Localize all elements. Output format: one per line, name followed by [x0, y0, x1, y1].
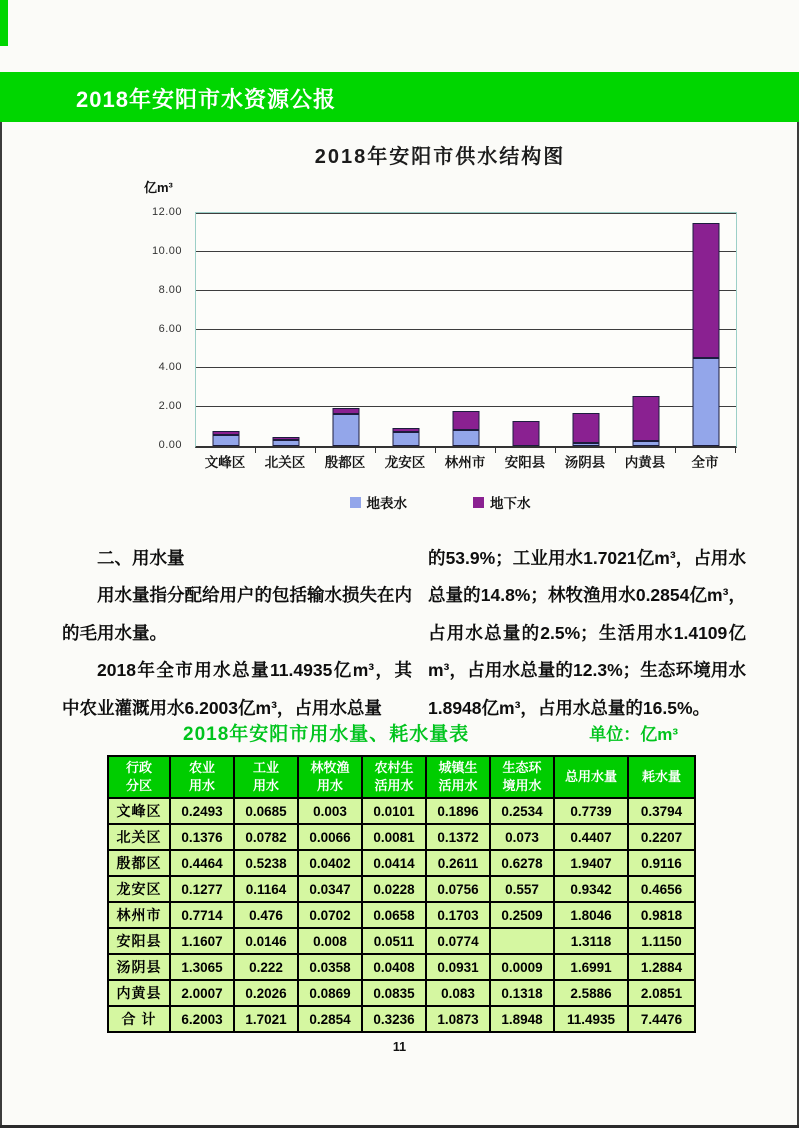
- y-tick-label: 8.00: [158, 283, 182, 296]
- bar-segment-地下水: [273, 437, 300, 440]
- table-row: [108, 980, 695, 1006]
- bar-segment-地表水: [213, 435, 240, 446]
- bar-segment-地下水: [693, 223, 720, 358]
- bar-slot-殷都区: [316, 213, 376, 446]
- table-cell: 0.2026: [234, 980, 298, 1006]
- bar-segment-地表水: [453, 430, 480, 446]
- table-cell: 0.0101: [362, 798, 426, 824]
- bar-slot-龙安区: [376, 213, 436, 446]
- table-cell: 0.2611: [426, 850, 490, 876]
- bar-segment-地下水: [453, 411, 480, 430]
- table-cell: 1.9407: [554, 850, 628, 876]
- table-cell: 0.2854: [298, 1006, 362, 1032]
- table-cell: 0.7714: [170, 902, 234, 928]
- row-label: 北关区: [108, 824, 170, 850]
- x-tick-label: 文峰区: [204, 455, 246, 470]
- y-tick-label: 0.00: [158, 439, 182, 451]
- stacked-bar-北关区: [273, 213, 300, 446]
- paragraph: 的53.9%；工业用水1.7021亿m³，占用水总量的14.8%；林牧渔用水0.2854亿m³，占用水总量的2.5%；生活用水1.4109亿m³，占用水总量的12.3%；生态环境用水1.8948亿m³，占用水总量的16.5%。: [428, 548, 746, 718]
- table-cell: 0.1376: [170, 824, 234, 850]
- table-cell: 0.3794: [628, 798, 695, 824]
- table-cell: 0.0146: [234, 928, 298, 954]
- table-cell: 0.0414: [362, 850, 426, 876]
- table-cell: 0.0402: [298, 850, 362, 876]
- table-cell: 0.083: [426, 980, 490, 1006]
- table-row: [108, 954, 695, 980]
- table-cell: 0.2207: [628, 824, 695, 850]
- table-cell: 0.0358: [298, 954, 362, 980]
- legend-label: 地下水: [490, 496, 531, 511]
- paragraph: 用水量指分配给用户的包括输水损失在内的毛用水量。: [62, 585, 412, 643]
- table-cell: 0.7739: [554, 798, 628, 824]
- stacked-bar-殷都区: [333, 213, 360, 446]
- table-cell: 0.476: [234, 902, 298, 928]
- table-cell: 11.4935: [554, 1006, 628, 1032]
- bar-segment-地下水: [393, 428, 420, 432]
- table-cell: 1.6991: [554, 954, 628, 980]
- bar-slot-北关区: [256, 213, 316, 446]
- table-cell: 0.0685: [234, 798, 298, 824]
- column-header: 耗水量: [628, 756, 695, 798]
- table-cell: 0.9116: [628, 850, 695, 876]
- table-cell: 7.4476: [628, 1006, 695, 1032]
- bar-segment-地表水: [693, 358, 720, 446]
- table-cell: 0.6278: [490, 850, 554, 876]
- table-cell: 0.003: [298, 798, 362, 824]
- table-cell: 0.0081: [362, 824, 426, 850]
- bar-segment-地表水: [393, 432, 420, 446]
- column-header: 农村生 活用水: [362, 756, 426, 798]
- bars-layer: [196, 213, 736, 446]
- stacked-bar-文峰区: [213, 213, 240, 446]
- row-label: 汤阴县: [108, 954, 170, 980]
- table-cell: 0.2534: [490, 798, 554, 824]
- table-row: [108, 824, 695, 850]
- table-row: [108, 798, 695, 824]
- supply-structure-chart: [138, 140, 742, 526]
- legend-swatch: [350, 497, 361, 508]
- column-header: 总用水量: [554, 756, 628, 798]
- row-label: 合 计: [108, 1006, 170, 1032]
- x-tick-label: 全市: [691, 455, 719, 470]
- table-cell: 2.5886: [554, 980, 628, 1006]
- table-title-row: [107, 719, 694, 746]
- bar-slot-安阳县: [496, 213, 556, 446]
- table-cell: 1.2884: [628, 954, 695, 980]
- table-cell: 0.008: [298, 928, 362, 954]
- bar-slot-林州市: [436, 213, 496, 446]
- y-tick-label: 12.00: [151, 206, 182, 218]
- legend-label: 地表水: [366, 496, 407, 511]
- table-cell: 0.9342: [554, 876, 628, 902]
- page-number: 11: [392, 1040, 407, 1054]
- table-cell: [490, 928, 554, 954]
- page-banner: [0, 72, 799, 122]
- table-cell: 0.2509: [490, 902, 554, 928]
- x-tick-label: 内黄县: [624, 455, 666, 470]
- table-cell: 0.222: [234, 954, 298, 980]
- table-cell: 0.0408: [362, 954, 426, 980]
- column-header: 农业 用水: [170, 756, 234, 798]
- x-tick-label: 汤阴县: [564, 455, 606, 470]
- bar-segment-地表水: [273, 440, 300, 446]
- table-cell: 0.1703: [426, 902, 490, 928]
- stacked-bar-林州市: [453, 213, 480, 446]
- table-cell: 1.3065: [170, 954, 234, 980]
- bar-segment-地下水: [633, 396, 660, 441]
- stacked-bar-内黄县: [633, 213, 660, 446]
- table-row: [108, 928, 695, 954]
- legend-item-地下水: [473, 492, 531, 512]
- bar-slot-文峰区: [196, 213, 256, 446]
- table-cell: 2.0007: [170, 980, 234, 1006]
- row-label: 龙安区: [108, 876, 170, 902]
- scan-edge-left: [0, 122, 2, 1128]
- usage-table: [107, 755, 696, 1033]
- chart-x-axis: [195, 451, 735, 471]
- y-tick-label: 6.00: [158, 322, 182, 335]
- table-cell: 0.1318: [490, 980, 554, 1006]
- bar-slot-汤阴县: [556, 213, 616, 446]
- row-label: 殷都区: [108, 850, 170, 876]
- paragraph: 2018年全市用水总量11.4935亿m³，其中农业灌溉用水6.2003亿m³，占用水总量: [62, 660, 412, 718]
- row-label: 安阳县: [108, 928, 170, 954]
- x-tick-label: 殷都区: [324, 455, 366, 470]
- table-cell: 1.1150: [628, 928, 695, 954]
- bar-slot-全市: [676, 213, 736, 446]
- column-header: 行政 分区: [108, 756, 170, 798]
- chart-legend: [138, 492, 742, 512]
- table-cell: 0.0511: [362, 928, 426, 954]
- banner-title: 2018年安阳市水资源公报: [76, 87, 336, 112]
- table-cell: 0.0835: [362, 980, 426, 1006]
- table-cell: 1.1607: [170, 928, 234, 954]
- table-cell: 2.0851: [628, 980, 695, 1006]
- stacked-bar-汤阴县: [573, 213, 600, 446]
- table-cell: 0.1896: [426, 798, 490, 824]
- table-cell: 0.0869: [298, 980, 362, 1006]
- table-cell: 0.4464: [170, 850, 234, 876]
- bar-slot-内黄县: [616, 213, 676, 446]
- table-cell: 1.3118: [554, 928, 628, 954]
- legend-item-地表水: [350, 492, 408, 512]
- table-cell: 0.1164: [234, 876, 298, 902]
- table-row: [108, 876, 695, 902]
- table-row: [108, 902, 695, 928]
- column-header: 工业 用水: [234, 756, 298, 798]
- y-tick-label: 2.00: [158, 400, 182, 413]
- x-tick-label: 安阳县: [504, 455, 546, 470]
- table-cell: 0.0782: [234, 824, 298, 850]
- stacked-bar-龙安区: [393, 213, 420, 446]
- bar-segment-地表水: [573, 443, 600, 446]
- y-tick-label: 10.00: [151, 244, 182, 257]
- table-cell: 1.0873: [426, 1006, 490, 1032]
- legend-swatch: [473, 497, 484, 508]
- table-cell: 0.9818: [628, 902, 695, 928]
- row-label: 林州市: [108, 902, 170, 928]
- x-tick-label: 林州市: [444, 455, 486, 470]
- corner-decoration: [0, 0, 8, 46]
- table-unit-label: 单位：亿m³: [589, 725, 678, 744]
- row-label: 文峰区: [108, 798, 170, 824]
- stacked-bar-全市: [693, 213, 720, 446]
- chart-plot-area: [195, 212, 737, 448]
- text-column-left: [62, 540, 412, 727]
- chart-y-axis: [138, 206, 190, 451]
- table-cell: 0.0774: [426, 928, 490, 954]
- table-cell: 6.2003: [170, 1006, 234, 1032]
- table-row: [108, 850, 695, 876]
- table-cell: 1.7021: [234, 1006, 298, 1032]
- chart-y-unit-label: 亿m³: [144, 180, 173, 195]
- table-cell: 0.3236: [362, 1006, 426, 1032]
- table-cell: 0.557: [490, 876, 554, 902]
- x-tick-label: 龙安区: [384, 455, 426, 470]
- body-text: [62, 540, 746, 727]
- text-column-right: [428, 540, 746, 727]
- table-cell: 0.4656: [628, 876, 695, 902]
- column-header: 生态环 境用水: [490, 756, 554, 798]
- table-cell: 1.8948: [490, 1006, 554, 1032]
- bar-segment-地表水: [633, 441, 660, 446]
- table-cell: 0.5238: [234, 850, 298, 876]
- table-cell: 0.0756: [426, 876, 490, 902]
- table-cell: 0.073: [490, 824, 554, 850]
- x-tick-label: 北关区: [264, 455, 306, 470]
- stacked-bar-安阳县: [513, 213, 540, 446]
- table-title: 2018年安阳市用水量、耗水量表: [183, 724, 470, 745]
- table-cell: 0.0931: [426, 954, 490, 980]
- table-cell: 0.1372: [426, 824, 490, 850]
- table-cell: 0.2493: [170, 798, 234, 824]
- table-cell: 0.0347: [298, 876, 362, 902]
- usage-table-section: [107, 719, 694, 1033]
- section-heading: 二、用水量: [97, 548, 185, 568]
- table-cell: 0.0702: [298, 902, 362, 928]
- table-cell: 1.8046: [554, 902, 628, 928]
- chart-title: 2018年安阳市供水结构图: [314, 146, 566, 168]
- y-tick-label: 4.00: [158, 361, 182, 374]
- bar-segment-地下水: [213, 431, 240, 435]
- table-cell: 0.0009: [490, 954, 554, 980]
- table-cell: 0.0658: [362, 902, 426, 928]
- row-label: 内黄县: [108, 980, 170, 1006]
- bar-segment-地下水: [513, 421, 540, 446]
- bar-segment-地下水: [573, 413, 600, 443]
- column-header: 林牧渔 用水: [298, 756, 362, 798]
- table-cell: 0.1277: [170, 876, 234, 902]
- column-header: 城镇生 活用水: [426, 756, 490, 798]
- table-cell: 0.0066: [298, 824, 362, 850]
- bar-segment-地下水: [333, 408, 360, 414]
- table-cell: 0.4407: [554, 824, 628, 850]
- table-cell: 0.0228: [362, 876, 426, 902]
- bar-segment-地表水: [333, 414, 360, 446]
- table-row: [108, 1006, 695, 1032]
